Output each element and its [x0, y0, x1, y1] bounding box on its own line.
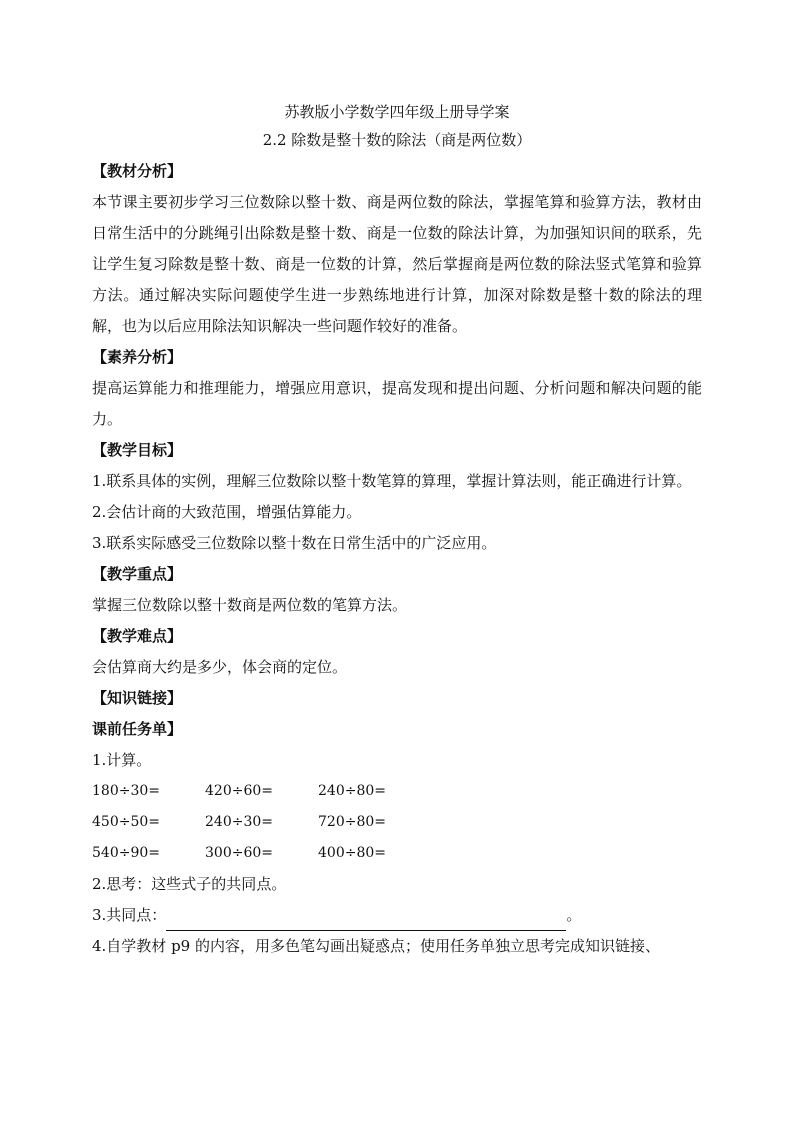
goal-item-3: 3.联系实际感受三位数除以整十数在日常生活中的广泛应用。 — [92, 534, 497, 552]
calc-expression: 300÷60= — [205, 845, 273, 861]
calc-row-3 — [92, 838, 702, 869]
calc-expression: 720÷80= — [318, 814, 386, 830]
section-heading-difficulties: 【教学难点】 — [92, 627, 183, 645]
key-points-text: 掌握三位数除以整十数商是两位数的笔算方法。 — [92, 596, 408, 614]
task-item-2: 2.思考：这些式子的共同点。 — [92, 875, 287, 893]
calc-expression: 240÷30= — [205, 814, 273, 830]
task-item-1: 1.计算。 — [92, 751, 152, 769]
section-heading-pre-task: 课前任务单】 — [92, 720, 183, 738]
task-item-3-label: 3.共同点： — [92, 906, 167, 924]
calc-expression: 540÷90= — [92, 845, 160, 861]
calc-expression: 450÷50= — [92, 814, 160, 830]
goal-item-1: 1.联系具体的实例，理解三位数除以整十数笔算的算理，掌握计算法则，能正确进行计算。 — [92, 472, 692, 490]
calc-expression: 400÷80= — [318, 845, 386, 861]
section-heading-literacy: 【素养分析】 — [92, 348, 183, 366]
section-heading-goals: 【教学目标】 — [92, 441, 183, 459]
document-subtitle: 2.2 除数是整十数的除法（商是两位数） — [262, 131, 532, 149]
answer-blank[interactable] — [166, 912, 566, 931]
section-heading-links: 【知识链接】 — [92, 689, 183, 707]
calc-expression: 240÷80= — [318, 783, 386, 799]
task-item-4: 4.自学教材 p9 的内容，用多色笔勾画出疑惑点；使用任务单独立思考完成知识链接、 — [92, 937, 660, 955]
task-item-3-end: 。 — [566, 906, 582, 924]
literacy-text: 提高运算能力和推理能力，增强应用意识，提高发现和提出问题、分析问题和解决问题的能力。 — [92, 379, 702, 428]
calc-row-1 — [92, 776, 702, 807]
section-heading-key-points: 【教学重点】 — [92, 565, 183, 583]
analysis-text: 本节课主要初步学习三位数除以整十数、商是两位数的除法，掌握笔算和验算方法，教材由日常生活中的分跳绳引出除数是整十数、商是一位数的除法计算，为加强知识间的联系，先让学生复习除数是整十数、商是一位数的计算，然后掌握商是两位数的除法竖式笔算和验算方法。通过解决实际问题使学生进一步熟练地进行计算，加深对除数是整十数的除法的理解，也为以后应用除法知识解决一些问题作较好的准备。 — [92, 193, 702, 335]
document-title: 苏教版小学数学四年级上册导学案 — [284, 103, 510, 121]
calc-row-2 — [92, 807, 702, 838]
document-content — [92, 98, 702, 962]
section-heading-analysis: 【教材分析】 — [92, 162, 183, 180]
difficulties-text: 会估算商大约是多少，体会商的定位。 — [92, 658, 348, 676]
calc-expression: 180÷30= — [92, 783, 160, 799]
goal-item-2: 2.会估计商的大致范围，增强估算能力。 — [92, 503, 362, 521]
task-item-3 — [92, 900, 702, 931]
calc-expression: 420÷60= — [205, 783, 273, 799]
